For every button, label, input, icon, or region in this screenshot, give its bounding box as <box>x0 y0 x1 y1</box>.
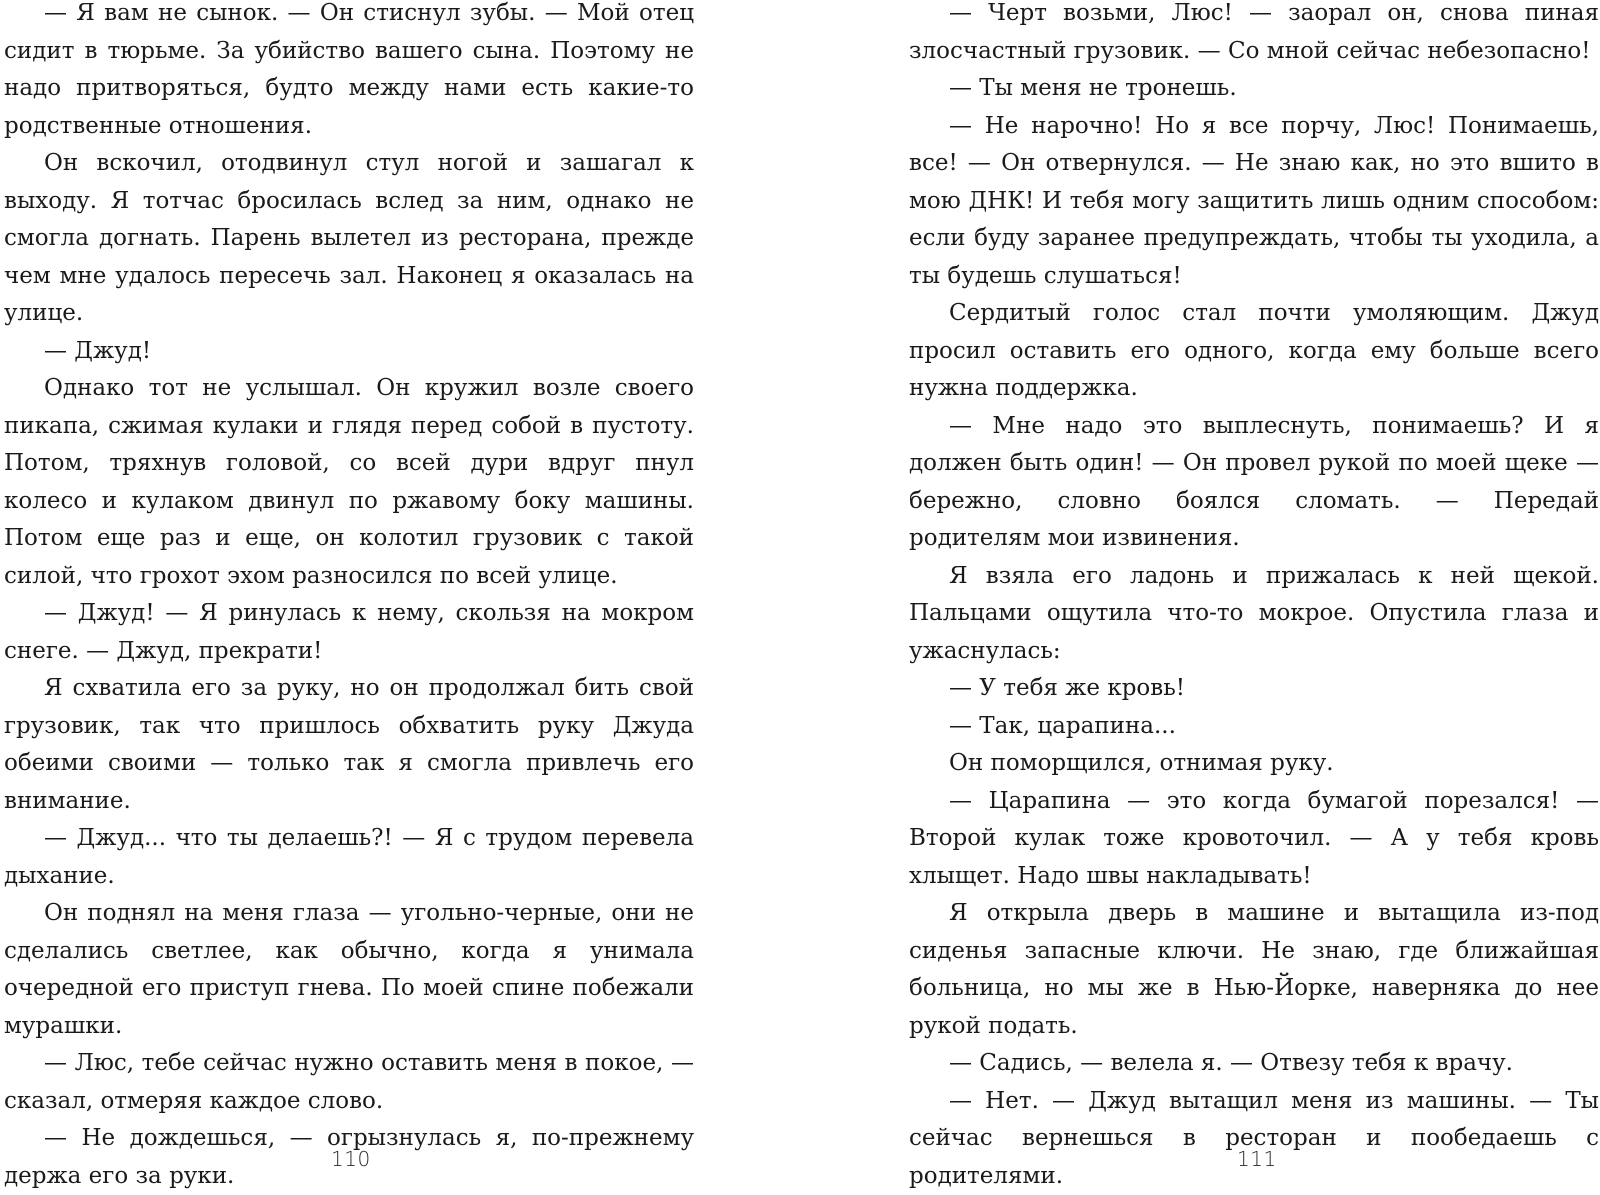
paragraph: — Джуд! — Я ринулась к нему, скользя на мокром снеге. — Джуд, прекрати! <box>4 600 694 664</box>
paragraph: Я схватила его за руку, но он продолжал бить свой грузовик, так что пришлось обхватить руку Джуда обеими своими — только так я смогла привлечь его внимание. <box>4 675 694 814</box>
paragraph: — Люс, тебе сейчас нужно оставить меня в покое, — сказал, отмеряя каждое слово. <box>4 1050 694 1114</box>
paragraph: Я взяла его ладонь и прижалась к ней щекой. Пальцами ощутила что-то мокрое. Опустила глаза и ужаснулась: <box>909 562 1599 664</box>
paragraph: Сердитый голос стал почти умоляющим. Джуд просил оставить его одного, когда ему больше всего нужна поддержка. <box>909 300 1599 401</box>
paragraph: Он вскочил, отодвинул стул ногой и зашагал к выходу. Я тотчас бросилась вслед за ним, однако не смогла догнать. Парень вылетел из ресторана, прежде чем мне удалось пересечь зал. Наконец я оказалась на улице. <box>4 150 694 326</box>
right-page-text <box>909 0 1599 1195</box>
paragraph: — Джуд... что ты делаешь?! — Я с трудом перевела дыхание. <box>4 825 694 889</box>
paragraph: Я открыла дверь в машине и вытащила из-под сиденья запасные ключи. Не знаю, где ближайшая больница, но мы же в Нью-Йорке, наверняка до нее рукой подать. <box>909 900 1599 1039</box>
paragraph: Он поморщился, отнимая руку. <box>949 750 1334 776</box>
paragraph: Он поднял на меня глаза — угольно-черные, они не сделались светлее, как обычно, когда я унимала очередной его приступ гнева. По моей спине побежали мурашки. <box>4 900 694 1039</box>
paragraph: — Ты меня не тронешь. <box>949 75 1237 101</box>
page-number-right: 111 <box>1237 1147 1277 1171</box>
paragraph: — Так, царапина... <box>949 712 1176 739</box>
paragraph: — Не дождешься, — огрызнулась я, по-прежнему держа его за руки. <box>4 1125 694 1189</box>
paragraph: Однако тот не услышал. Он кружил возле своего пикапа, сжимая кулаки и глядя перед собой в пустоту. Потом, тряхнув головой, со всей дури вдруг пнул колесо и кулаком двинул по ржавому боку машины. Потом еще раз и еще, он колотил грузовик с такой силой, что грохот эхом разносился по всей улице. <box>4 375 694 589</box>
paragraph: — Джуд! <box>44 337 152 364</box>
paragraph: — Не нарочно! Но я все порчу, Люс! Понимаешь, все! — Он отвернулся. — Не знаю как, но это вшито в мою ДНК! И тебя могу защитить лишь одним способом: если буду заранее предупреждать, чтобы ты уходила, а ты будешь слушаться! <box>909 112 1599 289</box>
paragraph: — Нет. — Джуд вытащил меня из машины. — Ты сейчас вернешься в ресторан и пообедаешь с родителями. <box>909 1087 1599 1189</box>
paragraph: — Черт возьми, Люс! — заорал он, снова пиная злосчастный грузовик. — Со мной сейчас небезопасно! <box>909 0 1599 64</box>
paragraph: — Царапина — это когда бумагой порезался! — Второй кулак тоже кровоточил. — А у тебя кровь хлыщет. Надо швы накладывать! <box>909 787 1599 889</box>
page-number-left: 110 <box>331 1147 371 1171</box>
paragraph: — Мне надо это выплеснуть, понимаешь? И я должен быть один! — Он провел рукой по моей щеке — бережно, словно боялся сломать. — Передай родителям мои извинения. <box>909 412 1599 551</box>
paragraph: — Садись, — велела я. — Отвезу тебя к врачу. <box>949 1050 1513 1076</box>
left-page-text <box>4 0 694 1195</box>
paragraph: — У тебя же кровь! <box>949 675 1185 701</box>
paragraph: — Я вам не сынок. — Он стиснул зубы. — Мой отец сидит в тюрьме. За убийство вашего сына. Поэтому не надо притворяться, будто между нами есть какие-то родственные отношения. <box>4 0 694 139</box>
right-page <box>800 0 1600 1195</box>
